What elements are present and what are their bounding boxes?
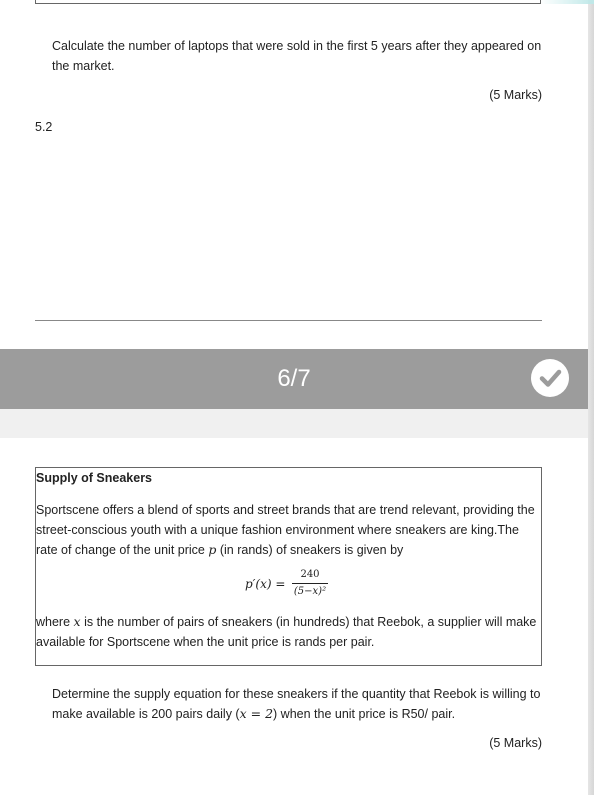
info-box-paragraph: Sportscene offers a blend of sports and street brands that are trend relevant, providing the street-conscious youth with a unique fashion environment where sneakers are king.The rate of change of the unit price p (in rands) of sneakers is given by: [36, 503, 535, 557]
question-text: Calculate the number of laptops that were sold in the first 5 years after they appeared on the market.: [52, 39, 542, 73]
condition-expression: x = 2: [239, 706, 274, 721]
formula-fraction: [292, 568, 328, 599]
formula-lhs: p′(x) =: [245, 577, 286, 591]
formula-denominator: (5−x)²: [293, 586, 327, 597]
question-number: 5.2: [35, 120, 53, 134]
fraction-bar: [292, 583, 328, 584]
info-box-where-paragraph: where x is the number of pairs of sneakers (in hundreds) that Reebok, a supplier will make available for Sportscene when the unit price is rands per pair.: [36, 614, 537, 649]
info-box-title: Supply of Sneakers: [36, 471, 153, 485]
top-accent: [540, 0, 594, 4]
check-circle-icon[interactable]: [531, 359, 569, 397]
answer-divider: [35, 320, 542, 321]
previous-box-edge: [35, 0, 541, 4]
formula-numerator: 240: [300, 569, 320, 580]
page-indicator-bar: [0, 349, 588, 409]
question-marks: (5 Marks): [489, 88, 542, 102]
variable-x: x: [73, 614, 81, 629]
page-indicator-label: 6/7: [277, 365, 311, 392]
question-6-text: Determine the supply equation for these sneakers if the quantity that Reebok is willing to make available is 200 pairs daily (x = 2) when the unit price is R50/ pair.: [52, 687, 541, 721]
question-6-marks: (5 Marks): [489, 736, 542, 750]
variable-p: p: [208, 542, 217, 557]
right-edge-shadow: [588, 0, 594, 795]
